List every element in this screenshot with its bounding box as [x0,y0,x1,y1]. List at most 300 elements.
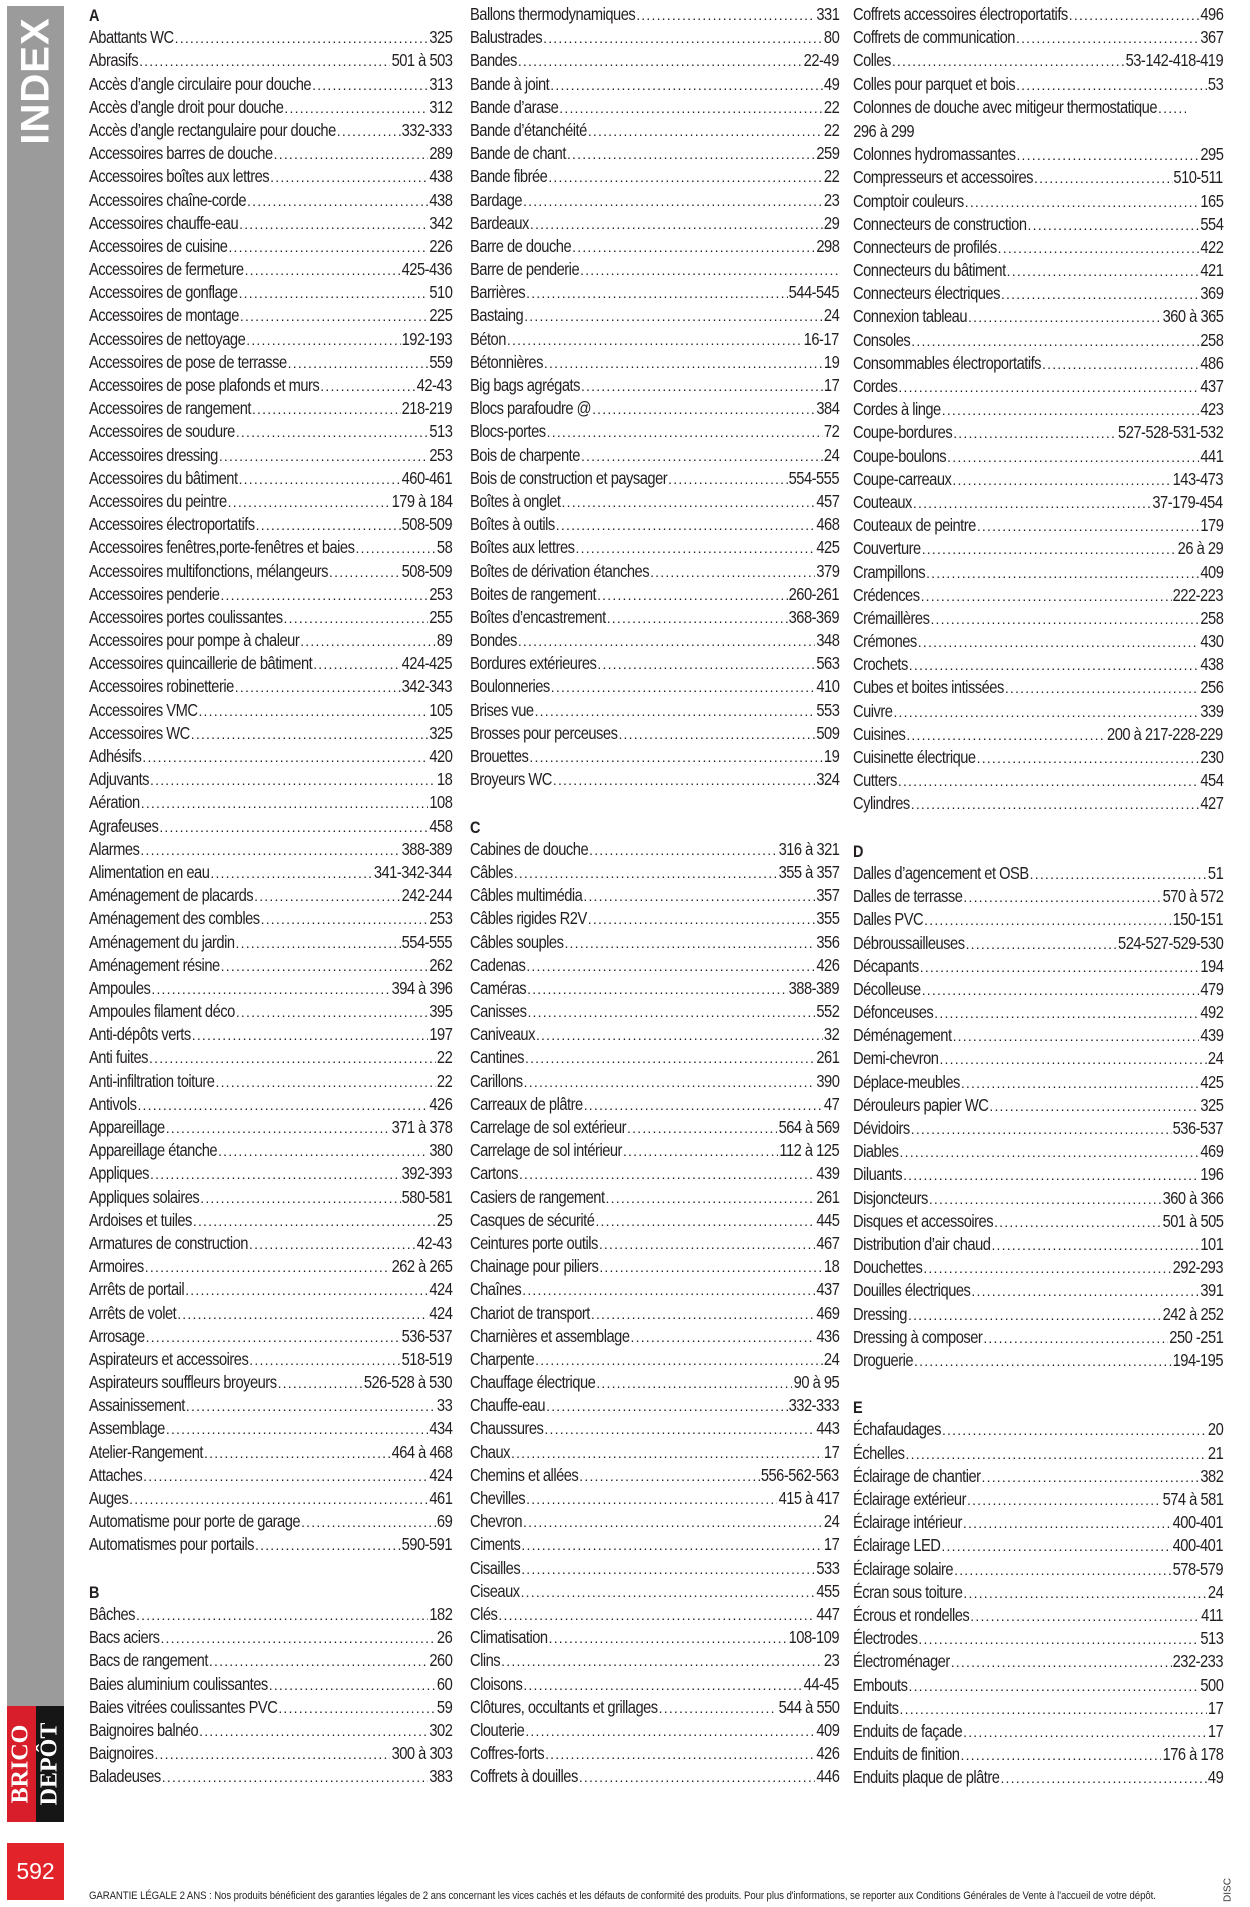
index-entry [470,189,839,212]
entry-page-ref: 438 [428,189,452,210]
entry-label: Chemins et allées [470,1464,579,1485]
index-entry [853,236,1223,259]
entry-page-ref: 26 à 29 [1177,538,1223,559]
entry-page-ref: 400-401 [1172,1535,1223,1556]
index-entry [470,583,839,606]
index-entry [470,1673,839,1696]
entry-label: Atelier-Rangement [89,1441,204,1462]
index-entry [470,745,839,768]
index-entry [89,1186,452,1209]
entry-page-ref: 578-579 [1172,1558,1223,1579]
entry-page-ref: 409 [815,1719,839,1740]
index-entry [89,1116,452,1139]
entry-page-ref: 250 -251 [1168,1326,1223,1347]
dot-leader [529,746,822,769]
dot-leader [160,1627,435,1650]
entry-label: Bande d’arase [470,96,559,117]
entry-page-ref: 368-369 [788,606,839,627]
index-entry [853,1511,1223,1534]
index-entry [89,1302,452,1325]
entry-label: Cuivre [853,700,893,721]
index-entry [470,954,839,977]
entry-label: Cadenas [470,954,526,975]
entry-label: Casques de sécurité [470,1209,595,1230]
dot-leader [596,1372,792,1395]
entry-label: Auges [89,1488,129,1508]
entry-label: Blocs parafoudre @ [470,398,592,419]
entry-label: Baies vitrées coulissantes PVC [89,1696,278,1717]
index-entry [470,977,839,1000]
dot-leader [961,1072,1199,1095]
entry-page-ref: 564 à 569 [778,1117,839,1137]
index-entry [470,768,839,791]
entry-label: Connecteurs de profilés [853,236,997,257]
entry-page-ref: 196 [1199,1164,1223,1185]
dot-leader [254,885,400,908]
entry-page-ref: 300 à 303 [391,1743,452,1764]
entry-page-ref: 492 [1199,1002,1223,1023]
entry-page-ref: 510-511 [1173,167,1223,188]
entry-label: Carrelage de sol intérieur [470,1140,622,1161]
dot-leader [668,468,787,491]
index-entry [470,1232,839,1255]
index-entry [853,468,1223,491]
entry-page-ref: 42-43 [416,1232,452,1253]
entry-label: Diluants [853,1164,903,1185]
dot-leader [143,1465,428,1488]
dot-leader [922,538,1177,561]
entry-page-ref: 242-244 [401,885,452,906]
entry-page-ref: 434 [428,1418,452,1439]
entry-page-ref: 426 [815,1743,839,1764]
index-entry [853,769,1223,792]
dot-leader [1016,144,1199,167]
index-entry [853,1743,1223,1766]
index-entry [853,1163,1223,1186]
index-entry [470,26,839,49]
entry-label: Couverture [853,538,921,559]
entry-label: Appliques [89,1163,150,1184]
dot-leader [1000,1767,1206,1790]
index-entry [470,907,839,930]
entry-label: Barre de douche [470,235,572,256]
logo-depot-panel [36,1706,65,1822]
dot-leader [236,421,428,444]
index-entry [89,722,452,745]
dot-leader [898,376,1199,399]
index-entry [89,374,452,397]
entry-page-ref: 423 [1199,399,1223,420]
index-entry [89,1209,452,1232]
entry-page-ref: 496 [1199,4,1223,24]
entry-page-ref: 23 [823,189,839,210]
index-entry [853,3,1223,26]
dot-leader [913,492,1152,515]
entry-label: Accessoires pour pompe à chaleur [89,630,300,651]
entry-page-ref: 425 [815,537,839,558]
dot-leader [198,700,428,723]
entry-label: Accessoires du bâtiment [89,467,238,488]
dot-leader [149,1047,436,1070]
index-entry [853,1140,1223,1163]
entry-page-ref: 19 [823,746,839,766]
dot-leader [906,1443,1207,1466]
entry-label: Accès d’angle circulaire pour douche [89,73,312,94]
index-entry [853,96,1223,143]
dot-leader [562,491,815,514]
entry-label: Aspirateurs souffleurs broyeurs [89,1372,277,1393]
entry-page-ref: 552 [815,1001,839,1022]
dot-leader [627,1117,777,1140]
index-entry [470,258,839,281]
entry-label: Boîtes de dérivation étanches [470,560,650,581]
dot-leader [893,701,1199,724]
entry-label: Colonnes hydromassantes [853,144,1016,165]
entry-page-ref: 424-425 [401,653,452,674]
section-letter-heading: E [853,1398,863,1418]
dot-leader [526,282,787,305]
index-column-1 [89,3,452,1788]
entry-page-ref: 232-233 [1172,1651,1223,1672]
entry-page-ref: 112 à 125 [779,1140,839,1161]
entry-page-ref: 37-179-454 [1152,491,1223,512]
entry-page-ref: 218-219 [401,398,452,419]
entry-page-ref: 563 [815,653,839,674]
entry-label: Décolleuse [853,978,921,999]
entry-label: Chainage pour piliers [470,1256,599,1277]
entry-page-ref: 179 [1199,515,1223,536]
entry-page-ref: 348 [815,630,839,651]
entry-label: Aération [89,792,140,813]
dot-leader [906,724,1106,747]
entry-page-ref: 426 [428,1093,452,1114]
index-entry [89,258,452,281]
entry-label: Douilles électriques [853,1280,971,1301]
index-entry [853,166,1223,189]
entry-page-ref: 230 [1199,747,1223,768]
entry-page-ref: 312 [428,96,452,117]
entry-page-ref: 24 [823,444,839,465]
dot-leader [129,1488,428,1511]
dot-leader [952,469,1171,492]
dot-leader [924,909,1171,932]
index-entry [853,1303,1223,1326]
dot-leader [1034,167,1173,190]
entry-page-ref: 53 [1207,73,1223,94]
index-entry [89,1649,452,1672]
dot-leader [551,676,815,699]
entry-label: Douchettes [853,1257,923,1278]
entry-page-ref: 342-343 [401,676,452,697]
entry-page-ref: 42-43 [416,375,452,395]
dot-leader [270,166,428,189]
dot-leader [535,1349,823,1372]
dot-leader [579,1766,815,1789]
index-entry [470,606,839,629]
entry-label: Éclairage solaire [853,1558,954,1579]
entry-page-ref: 49 [1207,1767,1223,1788]
entry-label: Accessoires chauffe-eau [89,212,239,233]
dot-leader [900,1141,1199,1164]
index-entry [89,1441,452,1464]
entry-page-ref: 426 [815,954,839,975]
entry-label: Accessoires de soudure [89,421,235,442]
dot-leader [527,978,787,1001]
dot-leader [1016,27,1199,50]
entry-page-ref: 544-545 [788,282,839,303]
entry-label: Accessoires penderie [89,583,220,604]
entry-label: Boites de rangement [470,583,597,604]
entry-page-ref: 454 [1199,770,1223,791]
entry-label: Ciseaux [470,1580,520,1601]
dot-leader [911,1118,1172,1141]
entry-label: Enduits plaque de plâtre [853,1767,1000,1788]
entry-label: Ciments [470,1534,521,1555]
index-entry [470,397,839,420]
dot-leader [650,561,815,584]
dot-leader [216,1071,436,1094]
entry-page-ref: 32 [823,1024,839,1045]
index-entry [853,1720,1223,1743]
entry-label: Coffrets de communication [853,27,1015,48]
entry-label: Alimentation en eau [89,861,210,882]
entry-page-ref: 260 [428,1650,452,1671]
entry-label: Enduits de façade [853,1720,963,1741]
entry-page-ref: 409 [1199,561,1223,582]
index-entry [89,606,452,629]
index-entry [89,768,452,791]
dot-leader [920,956,1199,979]
dot-leader [1028,214,1199,237]
entry-page-ref: 53-142-418-419 [1125,50,1223,71]
index-entry [470,96,839,119]
dot-leader [592,398,815,421]
entry-label: Distribution d’air chaud [853,1233,991,1254]
index-entry [470,1765,839,1788]
entry-page-ref: 298 [815,235,839,256]
index-entry [470,281,839,304]
entry-label: Bande d’étanchéité [470,119,587,140]
entry-page-ref: 367 [1199,27,1223,48]
dot-leader [929,1188,1161,1211]
dot-leader [200,1187,400,1210]
entry-page-ref: 179 à 184 [391,490,452,511]
entry-label: Chevilles [470,1488,526,1508]
entry-label: Boîtes aux lettres [470,537,575,558]
entry-label: Embouts [853,1674,908,1695]
entry-label: Accessoires du peintre [89,490,227,511]
dot-leader [898,770,1199,793]
entry-page-ref: 313 [428,73,452,94]
entry-label: Clés [470,1603,498,1624]
entry-label: Accessoires WC [89,722,190,743]
index-entry [89,467,452,490]
entry-label: Barre de penderie [470,259,580,280]
dot-leader [329,561,401,584]
entry-page-ref: 513 [428,421,452,442]
entry-page-ref: 101 [1199,1233,1223,1254]
dot-leader [337,120,401,143]
entry-page-ref: 17 [1207,1697,1223,1718]
dot-leader [525,1720,815,1743]
dot-leader [581,445,823,468]
entry-label: Crémaillères [853,607,930,628]
dot-leader [1030,863,1207,886]
entry-label: Aménagement résine [89,954,220,975]
dot-leader [228,491,390,514]
index-entry [853,143,1223,166]
index-entry [470,304,839,327]
dot-leader [588,908,815,931]
dot-leader [140,839,400,862]
dot-leader [524,305,822,328]
dot-leader [159,816,428,839]
index-entry [470,1649,839,1672]
entry-page-ref: 509 [815,722,839,743]
entry-label: Clins [470,1650,501,1671]
index-entry [89,745,452,768]
dot-leader [963,1721,1207,1744]
entry-label: Accessoires de cuisine [89,235,228,256]
entry-page-ref: 165 [1199,190,1223,211]
index-entry [853,885,1223,908]
entry-label: Consoles [853,329,911,350]
entry-label: Baignoires [89,1743,154,1764]
index-entry [470,1719,839,1742]
entry-page-ref: 458 [428,815,452,836]
index-entry [470,212,839,235]
dot-leader [518,50,803,73]
index-entry [853,1558,1223,1581]
entry-label: Accessoires multifonctions, mélangeurs [89,560,329,581]
dot-leader [963,1512,1172,1535]
entry-label: Assainissement [89,1395,185,1416]
entry-page-ref: 508-509 [401,560,452,581]
entry-label: Bande fibrée [470,166,548,187]
entry-label: Bande à joint [470,73,550,94]
entry-page-ref: 430 [1199,631,1223,652]
entry-label: Aménagement du jardin [89,931,235,952]
index-entry [470,1557,839,1580]
entry-page-ref: 436 [815,1325,839,1346]
index-entry [853,190,1223,213]
entry-page-ref: 19 [823,351,839,372]
entry-page-ref: 437 [1199,376,1223,397]
dot-leader [659,1697,777,1720]
entry-label: Appareillage étanche [89,1140,218,1161]
dot-leader [584,1094,823,1117]
entry-label: Agrafeuses [89,815,159,836]
index-entry [470,1603,839,1626]
entry-page-ref: 508-509 [401,514,452,535]
entry-page-ref: 415 à 417 [778,1488,839,1508]
dot-leader [911,793,1199,816]
section-letter-heading: B [89,1582,100,1602]
index-entry [853,1187,1223,1210]
entry-page-ref: 570 à 572 [1162,886,1223,907]
dot-leader [221,955,428,978]
index-entry [853,1094,1223,1117]
dot-leader [966,933,1117,956]
entry-label: Cylindres [853,793,910,814]
entry-page-ref: 17 [823,1534,839,1555]
entry-label: Connecteurs de construction [853,213,1027,234]
dot-leader [547,421,823,444]
entry-page-ref: 150-151 [1172,909,1223,930]
entry-page-ref: 18 [436,769,452,790]
dot-leader [136,1604,428,1627]
index-entry [470,1000,839,1023]
entry-label: Cubes et boites intissées [853,677,1004,698]
entry-page-ref: 292-293 [1172,1257,1223,1278]
entry-label: Béton [470,328,506,349]
index-entry [470,652,839,675]
index-entry [89,397,452,420]
index-entry [89,1278,452,1301]
entry-label: Chaux [470,1441,510,1462]
index-entry [89,119,452,142]
entry-page-ref: 197 [428,1024,452,1045]
entry-label: Accessoires quincaillerie de bâtiment [89,653,313,674]
dot-leader [953,1025,1199,1048]
index-entry [89,1626,452,1649]
dot-leader [989,1095,1199,1118]
index-entry [470,1533,839,1556]
dot-leader [922,979,1199,1002]
legal-guarantee-note: GARANTIE LÉGALE 2 ANS : Nos produits bénéficient des garanties légales de 2 ans concernant les vices cachés et les défauts de conformité des produits. Pour plus d'informations, se reporter aux Conditions Générales de Vente à l'accueil de votre dépôt. [89,1890,1156,1902]
entry-page-ref: 302 [428,1719,452,1740]
entry-page-ref: 556-562-563 [761,1464,839,1485]
entry-label: Dressing à composer [853,1326,983,1347]
dot-leader [607,607,788,630]
entry-label: Chaussures [470,1418,544,1439]
index-entry [853,537,1223,560]
dot-leader [245,259,401,282]
entry-page-ref: 424 [428,1302,452,1323]
dot-leader [141,792,428,815]
entry-label: Électrodes [853,1628,918,1649]
index-entry [89,1510,452,1533]
entry-page-ref: 17 [823,1441,839,1462]
entry-page-ref: 536-537 [1172,1118,1223,1139]
index-entry [89,931,452,954]
index-entry [853,1256,1223,1279]
index-entry [89,420,452,443]
dot-leader [900,1698,1207,1721]
entry-label: Brouettes [470,746,529,766]
entry-page-ref: 80 [823,27,839,48]
index-entry [470,1371,839,1394]
index-entry [89,96,452,119]
dot-leader [998,237,1199,260]
index-entry [89,1533,452,1556]
index-entry [853,1233,1223,1256]
dot-leader [971,1280,1199,1303]
entry-page-ref: 553 [815,699,839,720]
index-entry [470,328,839,351]
index-entry [89,351,452,374]
entry-page-ref: 468 [815,514,839,535]
entry-page-ref: 544 à 550 [778,1696,839,1717]
entry-label: Boîtes à outils [470,514,555,535]
index-entry [89,1255,452,1278]
entry-label: Accès d’angle droit pour douche [89,96,284,117]
index-entry [853,723,1223,746]
entry-label: Cabines de douche [470,838,589,859]
index-entry [470,884,839,907]
entry-label: Accessoires boîtes aux lettres [89,166,270,187]
entry-page-ref: 22 [823,96,839,117]
